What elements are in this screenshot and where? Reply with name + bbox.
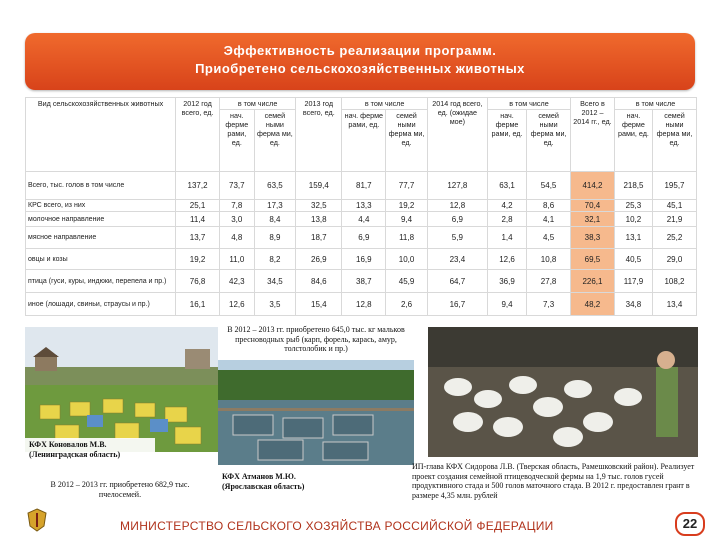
header-including-total: в том числе [614,98,696,110]
table-cell: 19,2 [386,200,428,212]
table-cell: 13,8 [296,212,342,227]
title-line-2: Приобретено сельскохозяйственных животных [195,61,525,76]
table-cell: 34,5 [254,270,296,293]
table-cell: 45,9 [386,270,428,293]
row-label: КРС всего, из них [26,200,176,212]
table-cell: 11,0 [219,249,254,270]
table-cell: 25,1 [176,200,220,212]
table-cell: 84,6 [296,270,342,293]
geese-caption: ИП-глава КФХ Сидорова Л.В. (Тверская область, Рамешковский район). Реализует проект создания семейной птицеводческой фермы на 1,9 тыс. голов гусей продуктивного стада и 500 голов маточного стада. В 2012 г. предоставлен грант в размере 4,35 млн. рублей [412,462,695,500]
table-cell: 2,6 [386,293,428,316]
table-cell: 1,4 [487,227,526,249]
table-cell: 10,8 [527,249,571,270]
subheader-start: нач. ферме рами, ед. [614,110,652,172]
beehives-photo [25,327,218,452]
header-including-2014: в том числе [487,98,570,110]
table-cell: 63,5 [254,172,296,200]
table-cell: 218,5 [614,172,652,200]
table-cell: 26,9 [296,249,342,270]
title-line-1: Эффективность реализации программ. [223,43,497,58]
row-label: мясное направление [26,227,176,249]
table-cell: 16,1 [176,293,220,316]
page-number: 22 [675,512,705,536]
table-cell: 23,4 [427,249,487,270]
table-cell: 2,8 [487,212,526,227]
table-cell: 13,4 [653,293,697,316]
table-cell: 12,8 [342,293,386,316]
header-2014: 2014 год всего, ед. (ожидае мое) [427,98,487,172]
table-cell: 21,9 [653,212,697,227]
header-label: Вид сельскохозяйственных животных [26,98,176,172]
table-row [26,212,697,227]
table-cell: 48,2 [571,293,615,316]
title-banner [25,33,695,90]
subheader-family: семей ными ферма ми, ед. [254,110,296,172]
table-cell: 195,7 [653,172,697,200]
table-cell: 29,0 [653,249,697,270]
table-cell: 38,7 [342,270,386,293]
table-row [26,227,697,249]
table-cell: 25,2 [653,227,697,249]
fish-ponds-photo [218,360,414,465]
table-cell: 7,3 [527,293,571,316]
table-cell: 13,7 [176,227,220,249]
bees-caption: В 2012 – 2013 гг. приобретено 682,9 тыс. пчелосемей. [50,480,190,499]
header-2012: 2012 год всего, ед. [176,98,220,172]
table-cell: 4,8 [219,227,254,249]
table-row [26,172,697,200]
table-cell: 108,2 [653,270,697,293]
table-cell: 8,9 [254,227,296,249]
table-cell: 18,7 [296,227,342,249]
table-cell: 159,4 [296,172,342,200]
header-2013: 2013 год всего, ед. [296,98,342,172]
subheader-start: нач. ферме рами, ед. [342,110,386,172]
table-row [26,249,697,270]
table-cell: 11,8 [386,227,428,249]
table-cell: 13,1 [614,227,652,249]
table-row [26,200,697,212]
table-cell: 27,8 [527,270,571,293]
table-cell: 6,9 [342,227,386,249]
table-cell: 45,1 [653,200,697,212]
table-cell: 4,2 [487,200,526,212]
row-label: овцы и козы [26,249,176,270]
livestock-table [25,97,697,316]
table-cell: 25,3 [614,200,652,212]
table-cell: 70,4 [571,200,615,212]
subheader-family: семей ными ферма ми, ед. [653,110,697,172]
farm1-caption: КФХ Коновалов М.В. (Ленинградская область) [25,438,155,461]
table-cell: 4,4 [342,212,386,227]
table-cell: 77,7 [386,172,428,200]
table-cell: 34,8 [614,293,652,316]
table-cell: 16,9 [342,249,386,270]
table-cell: 19,2 [176,249,220,270]
header-including-2013: в том числе [342,98,427,110]
table-cell: 81,7 [342,172,386,200]
table-cell: 15,4 [296,293,342,316]
table-cell: 54,5 [527,172,571,200]
table-cell: 76,8 [176,270,220,293]
table-cell: 9,4 [386,212,428,227]
table-cell: 11,4 [176,212,220,227]
table-cell: 226,1 [571,270,615,293]
farm2-caption: КФХ Атманов М.Ю. (Ярославская область) [218,470,348,493]
geese-photo [428,327,698,457]
table-cell: 12,8 [427,200,487,212]
table-cell: 10,2 [614,212,652,227]
header-total: Всего в 2012 – 2014 гг., ед. [571,98,615,172]
table-cell: 9,4 [487,293,526,316]
ministry-logo [26,508,48,532]
table-row [26,293,697,316]
table-cell: 4,1 [527,212,571,227]
table-cell: 17,3 [254,200,296,212]
row-label: птица (гуси, куры, индюки, перепела и пр.) [26,270,176,293]
row-label: молочное направление [26,212,176,227]
table-cell: 6,9 [427,212,487,227]
table-cell: 63,1 [487,172,526,200]
table-cell: 73,7 [219,172,254,200]
table-cell: 12,6 [219,293,254,316]
row-label: Всего, тыс. голов в том числе [26,172,176,200]
table-cell: 8,6 [527,200,571,212]
table-cell: 4,5 [527,227,571,249]
table-cell: 7,8 [219,200,254,212]
subheader-start: нач. ферме рами, ед. [487,110,526,172]
table-cell: 5,9 [427,227,487,249]
table-cell: 3,5 [254,293,296,316]
table-cell: 36,9 [487,270,526,293]
table-cell: 8,4 [254,212,296,227]
subheader-start: нач. ферме рами, ед. [219,110,254,172]
row-label: иное (лошади, свиньи, страусы и пр.) [26,293,176,316]
ministry-footer: МИНИСТЕРСТВО СЕЛЬСКОГО ХОЗЯЙСТВА РОССИЙСКОЙ ФЕДЕРАЦИИ [120,519,554,533]
table-cell: 8,2 [254,249,296,270]
table-cell: 117,9 [614,270,652,293]
table-row [26,270,697,293]
table-cell: 32,5 [296,200,342,212]
table-cell: 12,6 [487,249,526,270]
table-cell: 40,5 [614,249,652,270]
table-cell: 69,5 [571,249,615,270]
fish-caption: В 2012 – 2013 гг. приобретено 645,0 тыс. кг мальков пресноводных рыб (карп, форель, карась, амур, толстолобик и пр.) [218,323,414,356]
header-including-2012: в том числе [219,98,295,110]
table-cell: 127,8 [427,172,487,200]
subheader-family: семей ными ферма ми, ед. [386,110,428,172]
table-cell: 137,2 [176,172,220,200]
table-cell: 42,3 [219,270,254,293]
subheader-family: семей ными ферма ми, ед. [527,110,571,172]
table-cell: 13,3 [342,200,386,212]
table-cell: 32,1 [571,212,615,227]
table-cell: 64,7 [427,270,487,293]
table-cell: 3,0 [219,212,254,227]
table-cell: 16,7 [427,293,487,316]
table-cell: 414,2 [571,172,615,200]
table-cell: 10,0 [386,249,428,270]
table-cell: 38,3 [571,227,615,249]
